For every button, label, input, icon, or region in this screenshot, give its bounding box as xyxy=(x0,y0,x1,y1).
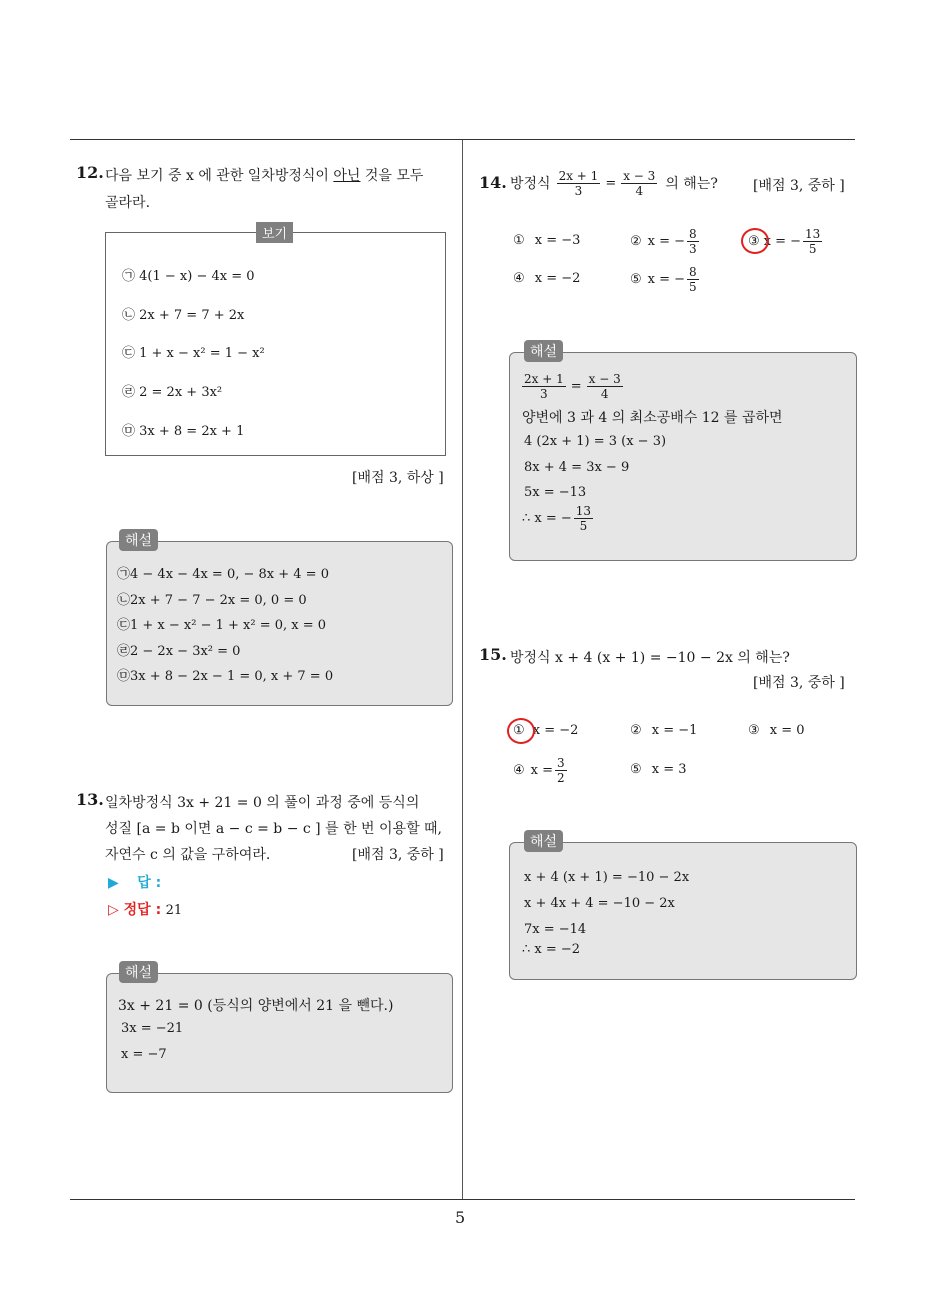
choice-mark: ⑤ xyxy=(630,762,642,777)
q13-correct-value: 21 xyxy=(165,903,183,918)
q13-number: 13. xyxy=(76,790,104,809)
q13-solution-line: 3x + 21 = 0 (등식의 양변에서 21 을 뺀다.) xyxy=(118,998,394,1014)
q15-solution-line: 7x = −14 xyxy=(524,922,587,937)
choice-expr: x = 3 xyxy=(651,762,687,777)
q12-line1: 다음 보기 중 x 에 관한 일차방정식이 xyxy=(105,168,329,184)
choice-mark: ③ xyxy=(748,723,760,738)
q14-number: 14. xyxy=(479,173,507,192)
q13-answer-label: 답 : xyxy=(137,875,162,891)
choice-mark: ④ xyxy=(513,762,525,778)
q12-underline-word: 아닌 xyxy=(333,168,361,184)
choice-den: 5 xyxy=(689,279,697,294)
column-divider xyxy=(462,140,463,1200)
sol-den: 5 xyxy=(579,519,588,533)
q13-solution-line: x = −7 xyxy=(121,1047,167,1062)
q15-choice-2[interactable] xyxy=(630,723,697,738)
page-number: 5 xyxy=(455,1208,466,1227)
q12-solution-line: ㉣2 − 2x − 3x² = 0 xyxy=(117,644,241,659)
q13-answer-row xyxy=(108,872,161,892)
q12-score: [배점 3, 하상 ] xyxy=(352,470,444,486)
q12-solution-line: ㉡2x + 7 − 7 − 2x = 0, 0 = 0 xyxy=(117,593,307,608)
choice-den: 2 xyxy=(557,770,565,785)
q14-score: [배점 3, 중하 ] xyxy=(753,178,845,194)
q14-rhs-fraction xyxy=(621,169,657,198)
q15-solution-line: ∴ x = −2 xyxy=(522,942,581,957)
q15-solution-box xyxy=(509,842,857,980)
sol-den: 4 xyxy=(600,387,609,401)
q15-score: [배점 3, 중하 ] xyxy=(753,675,845,691)
choice-mark: ② xyxy=(630,723,642,738)
q14-stem xyxy=(510,163,718,203)
choice-fraction xyxy=(555,756,567,785)
q14-choice-1[interactable] xyxy=(513,233,580,248)
q15-solution-line: x + 4x + 4 = −10 − 2x xyxy=(524,896,675,911)
q14-lhs-den: 3 xyxy=(574,183,583,198)
q12-solution-label: 해설 xyxy=(119,529,158,551)
sol-num: 13 xyxy=(575,504,592,518)
q14-equals: = xyxy=(605,175,617,191)
q12-stem-line2: 골라라. xyxy=(105,195,151,211)
q13-line2: 성질 [a = b 이면 a − c = b − c ] 를 한 번 이용할 때, xyxy=(105,821,443,837)
sol-num: x − 3 xyxy=(588,372,621,386)
choice-expr: x = −2 xyxy=(532,723,579,738)
q12-solution-line: ㉠4 − 4x − 4x = 0, − 8x + 4 = 0 xyxy=(117,567,329,582)
q12-bogi-item: ㉢ 1 + x − x² = 1 − x² xyxy=(122,346,265,361)
answer-circle-icon xyxy=(507,718,535,744)
q14-choice-4[interactable] xyxy=(513,271,580,286)
choice-fraction xyxy=(803,227,822,256)
choice-expr: x = − xyxy=(647,233,686,249)
q15-solution-line: x + 4 (x + 1) = −10 − 2x xyxy=(524,870,690,885)
q15-choice-5[interactable] xyxy=(630,762,687,777)
sol-den: 3 xyxy=(540,387,548,401)
q14-choice-2[interactable] xyxy=(630,223,701,259)
sol-fraction xyxy=(522,372,566,401)
q14-solution-line: 5x = −13 xyxy=(524,485,587,500)
choice-fraction xyxy=(687,265,699,294)
choice-mark: ① xyxy=(513,233,525,248)
q12-number-bold: 12. xyxy=(76,163,104,182)
q14-choice-5[interactable] xyxy=(630,261,701,297)
choice-expr: x = − xyxy=(763,233,802,249)
answer-circle-icon xyxy=(741,228,769,254)
q15-solution-label: 해설 xyxy=(524,830,563,852)
choice-num: 3 xyxy=(557,755,565,770)
choice-expr: x = − xyxy=(647,271,686,287)
q12-line1-end: 것을 모두 xyxy=(364,168,424,184)
q12-bogi-item: ㉠ 4(1 − x) − 4x = 0 xyxy=(122,269,255,284)
q14-solution-line: 양변에 3 과 4 의 최소공배수 12 를 곱하면 xyxy=(522,410,783,426)
choice-expr: x = 0 xyxy=(769,723,805,738)
q15-stem: 방정식 x + 4 (x + 1) = −10 − 2x 의 해는? xyxy=(510,650,790,666)
q12-bogi-label: 보기 xyxy=(256,222,293,243)
choice-mark: ② xyxy=(630,233,642,249)
q13-solution-line: 3x = −21 xyxy=(121,1021,184,1036)
choice-expr: x = −3 xyxy=(534,233,581,248)
q14-rhs-num: x − 3 xyxy=(623,168,656,183)
bottom-rule xyxy=(70,1199,855,1200)
choice-mark: ⑤ xyxy=(630,271,642,287)
q14-solution-line: 4 (2x + 1) = 3 (x − 3) xyxy=(524,434,667,449)
choice-expr: x = −1 xyxy=(651,723,698,738)
q14-suffix: 의 해는? xyxy=(665,176,718,192)
choice-num: 13 xyxy=(805,226,821,241)
q14-lhs-fraction xyxy=(557,169,601,198)
q14-prefix: 방정식 xyxy=(510,176,551,192)
q14-rhs-den: 4 xyxy=(635,183,644,198)
q13-score: [배점 3, 중하 ] xyxy=(352,847,444,863)
q14-solution-label: 해설 xyxy=(524,340,563,362)
sol-final-fraction xyxy=(574,504,593,533)
choice-fraction xyxy=(687,227,699,256)
play-icon: ▶ xyxy=(108,875,119,891)
q14-solution-line: 8x + 4 = 3x − 9 xyxy=(524,460,630,475)
choice-den: 5 xyxy=(808,241,817,256)
q15-number: 15. xyxy=(479,645,507,664)
q12-solution-line: ㉢1 + x − x² − 1 + x² = 0, x = 0 xyxy=(117,618,327,633)
choice-mark: ① xyxy=(513,723,525,738)
q14-solution-fraction-eq xyxy=(520,372,625,401)
choice-expr: x = xyxy=(530,762,554,778)
q13-line3: 자연수 c 의 값을 구하여라. xyxy=(105,847,271,863)
q12-bogi-item: ㉣ 2 = 2x + 3x² xyxy=(122,385,223,400)
q13-correct-label: ▷ 정답 : xyxy=(108,902,162,918)
choice-num: 8 xyxy=(689,226,697,241)
sol-num: 2x + 1 xyxy=(524,372,564,386)
q13-correct-row xyxy=(108,899,182,919)
sol-final-prefix: ∴ x = − xyxy=(522,511,572,526)
q12-bogi-item: ㉤ 3x + 8 = 2x + 1 xyxy=(122,424,245,439)
q12-bogi-item: ㉡ 2x + 7 = 7 + 2x xyxy=(122,308,245,323)
q13-line1: 일차방정식 3x + 21 = 0 의 풀이 과정 중에 등식의 xyxy=(105,795,420,811)
choice-den: 3 xyxy=(689,241,697,256)
q12-solution-line: ㉤3x + 8 − 2x − 1 = 0, x + 7 = 0 xyxy=(117,669,334,684)
choice-num: 8 xyxy=(689,264,697,279)
q13-solution-label: 해설 xyxy=(119,961,158,983)
sol-fraction xyxy=(587,372,623,401)
choice-mark: ③ xyxy=(748,233,760,249)
q15-choice-4[interactable] xyxy=(513,752,569,788)
choice-mark: ④ xyxy=(513,271,525,286)
q12-stem-line1 xyxy=(105,165,423,185)
q14-lhs-num: 2x + 1 xyxy=(558,168,599,183)
sol-equals: = xyxy=(570,379,582,394)
choice-expr: x = −2 xyxy=(534,271,581,286)
q15-choice-3[interactable] xyxy=(748,723,805,738)
q14-solution-final xyxy=(522,504,595,533)
